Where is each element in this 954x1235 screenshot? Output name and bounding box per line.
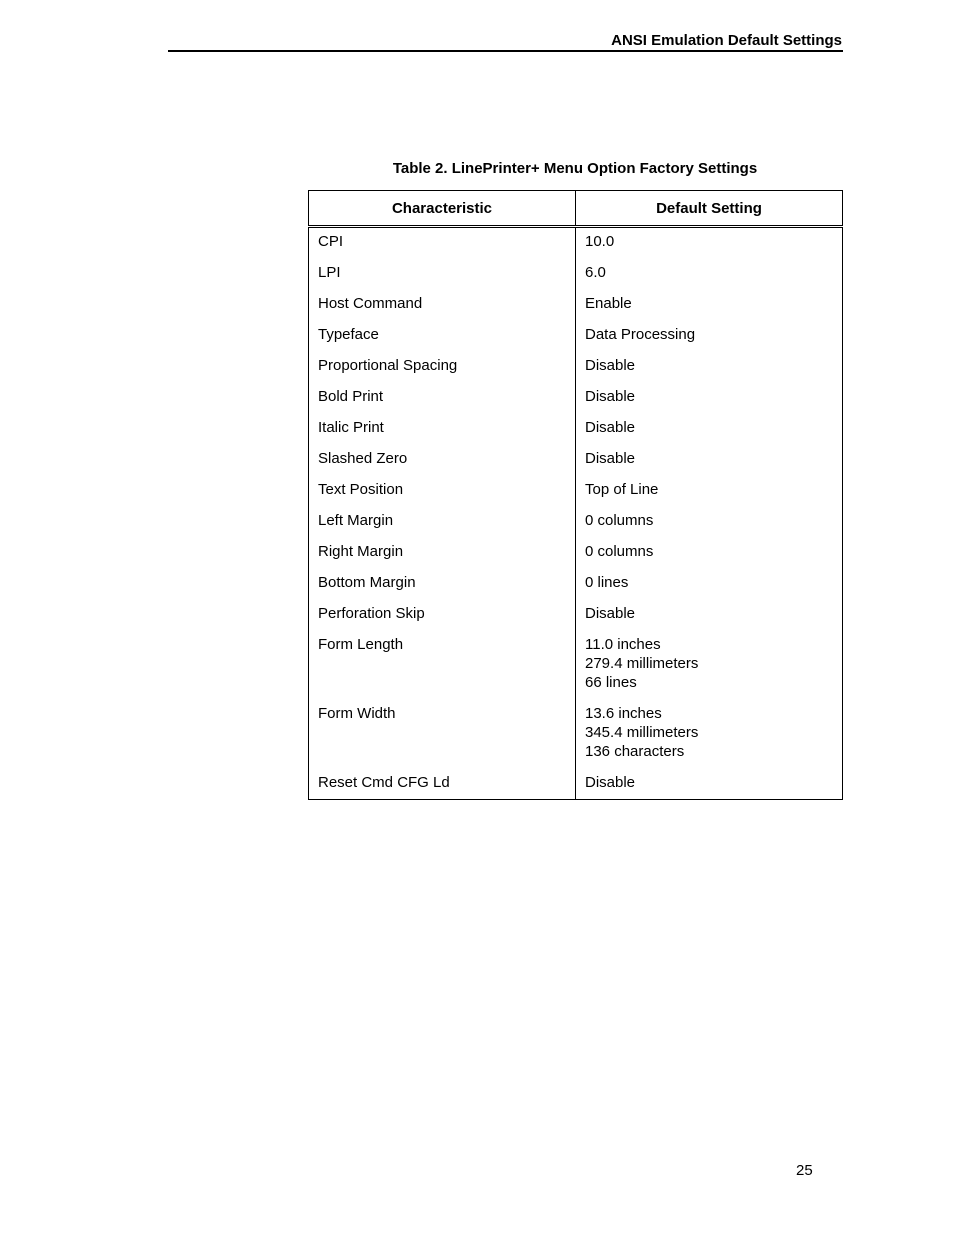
default-setting-cell xyxy=(576,413,843,444)
default-setting-cell xyxy=(576,444,843,475)
characteristic-cell: Left Margin xyxy=(309,506,576,537)
column-header-default-setting: Default Setting xyxy=(576,191,843,227)
default-setting-value: 13.6 inches xyxy=(585,705,662,722)
table-row xyxy=(309,506,843,537)
default-setting-value: Disable xyxy=(585,774,636,791)
factory-settings-table xyxy=(308,190,843,800)
default-setting-value: 11.0 inches xyxy=(585,636,661,653)
running-header-title: ANSI Emulation Default Settings xyxy=(611,32,842,49)
default-setting-cell xyxy=(576,506,843,537)
characteristic-cell: Host Command xyxy=(309,289,576,320)
table-row xyxy=(309,599,843,630)
table-row xyxy=(309,258,843,289)
default-setting-cell xyxy=(576,768,843,800)
table-caption: Table 2. LinePrinter+ Menu Option Factory Settings xyxy=(392,160,758,177)
characteristic-cell: CPI xyxy=(309,227,576,259)
default-setting-cell xyxy=(576,351,843,382)
table-row xyxy=(309,630,843,699)
table-row xyxy=(309,413,843,444)
default-setting-value: 0 columns xyxy=(585,512,654,529)
default-setting-cell xyxy=(576,630,843,699)
table-row xyxy=(309,768,843,800)
default-setting-cell xyxy=(576,289,843,320)
default-setting-value: Top of Line xyxy=(585,481,659,498)
characteristic-cell: Form Width xyxy=(309,699,576,768)
default-setting-value: 345.4 millimeters xyxy=(585,724,699,741)
table-row xyxy=(309,699,843,768)
default-setting-value: 66 lines xyxy=(585,674,637,691)
default-setting-value: Enable xyxy=(585,295,632,312)
default-setting-value: 136 characters xyxy=(585,743,685,760)
characteristic-cell: LPI xyxy=(309,258,576,289)
table-header-row xyxy=(309,191,843,227)
page-number: 25 xyxy=(796,1162,813,1179)
table-row xyxy=(309,568,843,599)
characteristic-cell: Italic Print xyxy=(309,413,576,444)
default-setting-cell xyxy=(576,227,843,259)
characteristic-cell: Right Margin xyxy=(309,537,576,568)
column-header-characteristic: Characteristic xyxy=(309,191,576,227)
default-setting-value: Disable xyxy=(585,605,636,622)
default-setting-value: 10.0 xyxy=(585,233,615,250)
default-setting-value: Data Processing xyxy=(585,326,696,343)
table-row xyxy=(309,475,843,506)
default-setting-value: Disable xyxy=(585,450,636,467)
default-setting-cell xyxy=(576,320,843,351)
table-row xyxy=(309,537,843,568)
default-setting-value: Disable xyxy=(585,357,636,374)
table-row xyxy=(309,351,843,382)
default-setting-value: Disable xyxy=(585,388,636,405)
characteristic-cell: Typeface xyxy=(309,320,576,351)
default-setting-cell xyxy=(576,475,843,506)
default-setting-value: 0 lines xyxy=(585,574,629,591)
default-setting-value: 279.4 millimeters xyxy=(585,655,699,672)
default-setting-value: Disable xyxy=(585,419,636,436)
table-row xyxy=(309,227,843,259)
characteristic-cell: Reset Cmd CFG Ld xyxy=(309,768,576,800)
table-row xyxy=(309,444,843,475)
characteristic-cell: Perforation Skip xyxy=(309,599,576,630)
characteristic-cell: Form Length xyxy=(309,630,576,699)
default-setting-value: 6.0 xyxy=(585,264,606,281)
default-setting-cell xyxy=(576,537,843,568)
characteristic-cell: Proportional Spacing xyxy=(309,351,576,382)
characteristic-cell: Text Position xyxy=(309,475,576,506)
default-setting-cell xyxy=(576,599,843,630)
header-rule xyxy=(168,50,843,52)
characteristic-cell: Slashed Zero xyxy=(309,444,576,475)
default-setting-cell xyxy=(576,258,843,289)
default-setting-cell xyxy=(576,699,843,768)
default-setting-value: 0 columns xyxy=(585,543,654,560)
table-body xyxy=(309,227,843,800)
characteristic-cell: Bottom Margin xyxy=(309,568,576,599)
table-row xyxy=(309,320,843,351)
default-setting-cell xyxy=(576,568,843,599)
table-row xyxy=(309,289,843,320)
characteristic-cell: Bold Print xyxy=(309,382,576,413)
table-row xyxy=(309,382,843,413)
default-setting-cell xyxy=(576,382,843,413)
